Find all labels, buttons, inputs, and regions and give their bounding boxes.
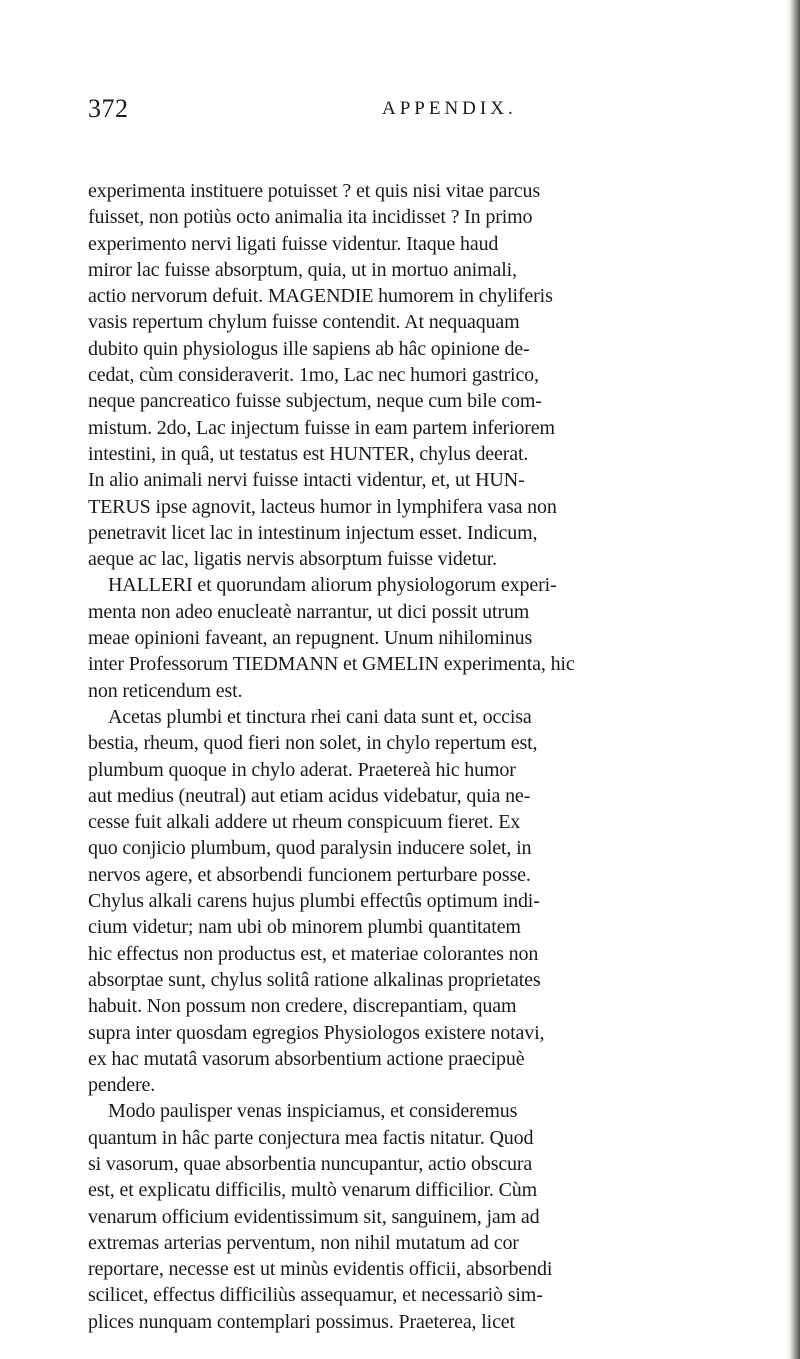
text-line: dubito quin physiologus ille sapiens ab hâc opinione de- xyxy=(88,337,530,360)
page-edge-shadow xyxy=(786,0,800,1359)
text-line: neque pancreatico fuisse subjectum, neque cum bile com- xyxy=(88,390,542,413)
page-number: 372 xyxy=(88,94,129,123)
text-line: intestini, in quâ, ut testatus est HUNTER, chylus deerat. xyxy=(88,442,529,465)
text-line: HALLERI et quorundam aliorum physiologorum experi- xyxy=(108,574,557,597)
text-line: quantum in hâc parte conjectura mea factis nitatur. Quod xyxy=(88,1126,534,1149)
text-line: meae opinioni faveant, an repugnent. Unum nihilominus xyxy=(88,627,533,650)
text-line: actio nervorum defuit. MAGENDIE humorem in chyliferis xyxy=(88,285,553,308)
text-line: plices nunquam contemplari possimus. Praeterea, licet xyxy=(88,1310,515,1333)
body-text xyxy=(88,178,748,1335)
text-line: hic effectus non productus est, et materiae colorantes non xyxy=(88,942,539,965)
paragraph xyxy=(88,1098,748,1335)
text-line: aeque ac lac, ligatis nervis absorptum fuisse videtur. xyxy=(88,548,497,571)
text-line: ex hac mutatâ vasorum absorbentium actione praecipuè xyxy=(88,1047,525,1070)
paragraph xyxy=(88,572,748,703)
text-line: miror lac fuisse absorptum, quia, ut in mortuo animali, xyxy=(88,258,517,281)
text-line: plumbum quoque in chylo aderat. Praetereà hic humor xyxy=(88,758,516,781)
text-line: experimento nervi ligati fuisse videntur. Itaque haud xyxy=(88,232,499,255)
text-line: scilicet, effectus difficiliùs assequamur, et necessariò sim- xyxy=(88,1284,543,1307)
text-line: bestia, rheum, quod fieri non solet, in chylo repertum est, xyxy=(88,732,538,755)
text-line: mistum. 2do, Lac injectum fuisse in eam partem inferiorem xyxy=(88,416,555,439)
text-line: penetravit licet lac in intestinum injectum esset. Indicum, xyxy=(88,521,538,544)
paragraph xyxy=(88,178,748,572)
text-line: pendere. xyxy=(88,1074,156,1097)
text-line: vasis repertum chylum fuisse contendit. At nequaquam xyxy=(88,311,520,334)
text-line: reportare, necesse est ut minùs evidentis officii, absorbendi xyxy=(88,1258,553,1281)
running-title: APPENDIX. xyxy=(382,98,517,119)
text-line: est, et explicatu difficilis, multò venarum difficilior. Cùm xyxy=(88,1179,538,1202)
text-line: cesse fuit alkali addere ut rheum conspicuum fieret. Ex xyxy=(88,811,521,834)
text-line: aut medius (neutral) aut etiam acidus videbatur, quia ne- xyxy=(88,784,531,807)
text-line: quo conjicio plumbum, quod paralysin inducere solet, in xyxy=(88,837,532,860)
running-head xyxy=(88,94,738,128)
text-line: experimenta instituere potuisset ? et quis nisi vitae parcus xyxy=(88,180,540,202)
text-line: absorptae sunt, chylus solitâ ratione alkalinas proprietates xyxy=(88,968,541,991)
text-line: menta non adeo enucleatè narrantur, ut dici possit utrum xyxy=(88,600,530,623)
text-line: si vasorum, quae absorbentia nuncupantur, actio obscura xyxy=(88,1152,533,1175)
text-line: cedat, cùm consideraverit. 1mo, Lac nec humori gastrico, xyxy=(88,364,539,387)
text-line: venarum officium evidentissimum sit, sanguinem, jam ad xyxy=(88,1205,540,1228)
text-line: extremas arterias perventum, non nihil mutatum ad cor xyxy=(88,1231,519,1254)
text-line: habuit. Non possum non credere, discrepantiam, quam xyxy=(88,995,517,1018)
paragraph xyxy=(88,704,748,1098)
text-line: supra inter quosdam egregios Physiologos existere notavi, xyxy=(88,1021,545,1044)
text-line: non reticendum est. xyxy=(88,679,243,702)
text-line: Chylus alkali carens hujus plumbi effectûs optimum indi- xyxy=(88,890,540,913)
text-line: Modo paulisper venas inspiciamus, et consideremus xyxy=(108,1100,518,1123)
text-line: In alio animali nervi fuisse intacti videntur, et, ut HUN- xyxy=(88,469,525,492)
text-line: cium videtur; nam ubi ob minorem plumbi quantitatem xyxy=(88,916,521,939)
text-line: fuisset, non potiùs octo animalia ita incidisset ? In primo xyxy=(88,206,533,229)
text-line: nervos agere, et absorbendi funcionem perturbare posse. xyxy=(88,863,531,886)
text-line: Acetas plumbi et tinctura rhei cani data sunt et, occisa xyxy=(108,705,532,728)
text-line: TERUS ipse agnovit, lacteus humor in lymphifera vasa non xyxy=(88,495,557,518)
text-line: inter Professorum TIEDMANN et GMELIN experimenta, hic xyxy=(88,653,575,676)
